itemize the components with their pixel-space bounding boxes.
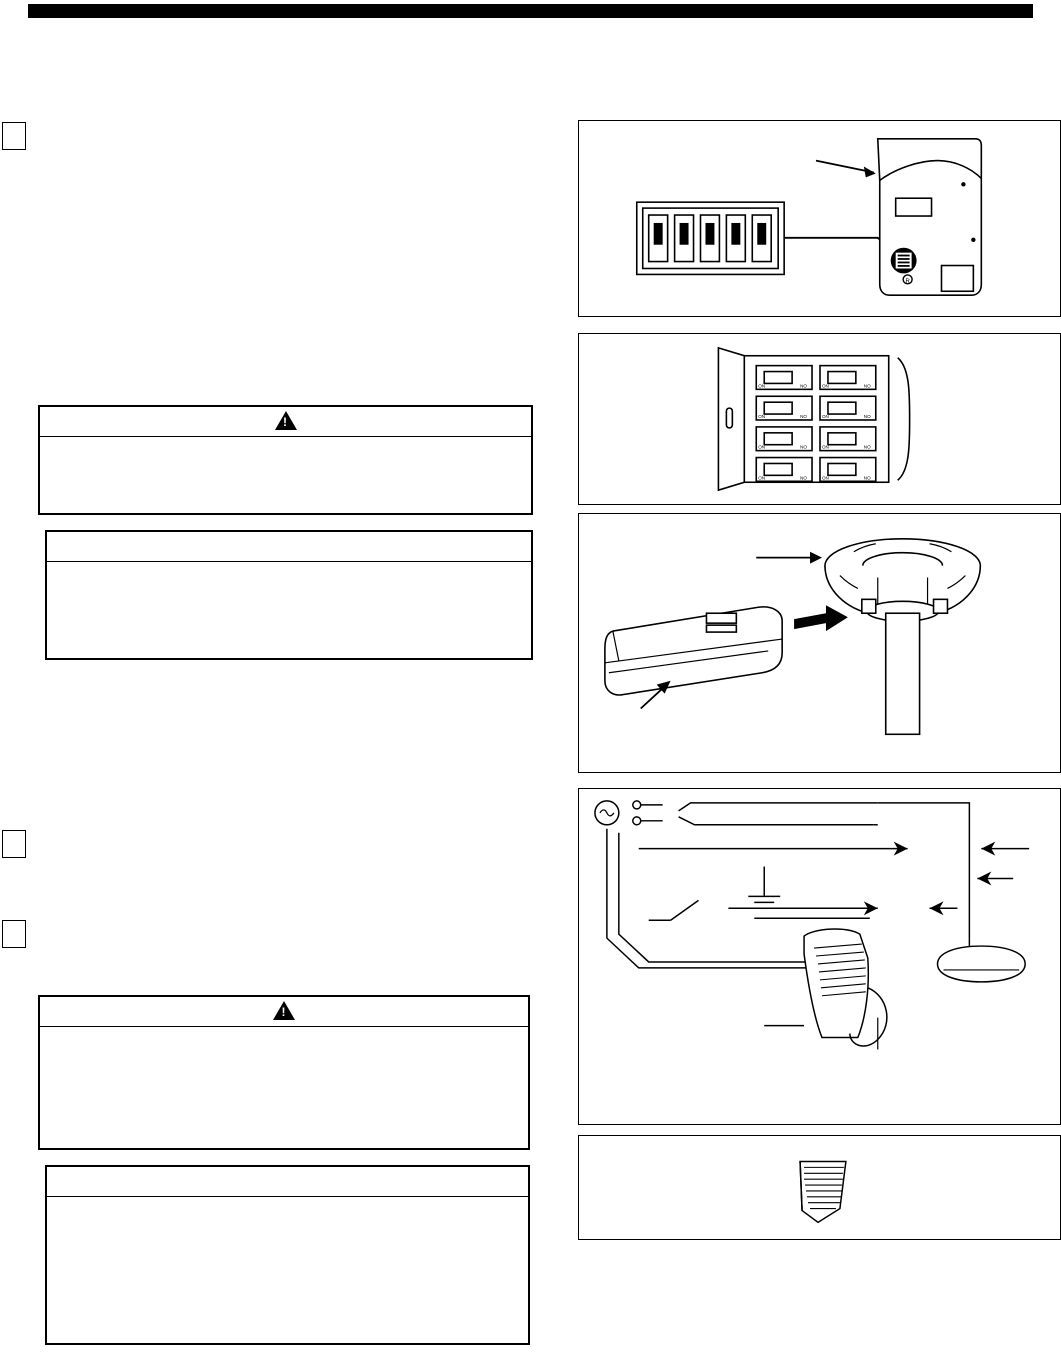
open-breaker-box-drawing	[579, 334, 1060, 504]
notice-box-2-header	[47, 1167, 528, 1197]
open-breaker-box-figure	[578, 333, 1061, 505]
breaker-switch-panel-figure	[578, 120, 1061, 317]
svg-text:R: R	[905, 278, 910, 285]
notice-box-2-body	[47, 1197, 528, 1209]
svg-text:NO: NO	[863, 383, 871, 389]
warning-box-2-body	[40, 1027, 528, 1039]
notice-box-2	[45, 1165, 530, 1345]
warning-triangle-icon-2: !	[273, 1001, 295, 1020]
header-rule-bar	[28, 4, 1033, 18]
notice-box-1-body	[47, 562, 531, 574]
svg-text:NO: NO	[863, 414, 871, 420]
wiring-diagram-drawing	[579, 789, 1060, 1124]
notice-box-1-header	[47, 532, 531, 562]
svg-text:NO: NO	[800, 383, 807, 389]
svg-text:NO: NO	[800, 444, 807, 450]
step-marker-2	[2, 830, 26, 858]
svg-text:ON: ON	[758, 475, 766, 481]
warning-box-1-header	[40, 407, 531, 437]
step-marker-3	[2, 920, 26, 948]
svg-text:NO: NO	[863, 444, 871, 450]
svg-text:NO: NO	[800, 475, 807, 481]
svg-text:ON: ON	[821, 444, 829, 450]
svg-text:ON: ON	[821, 414, 829, 420]
svg-text:ON: ON	[821, 475, 829, 481]
breaker-switch-panel-drawing	[579, 121, 1060, 316]
warning-box-1	[38, 405, 533, 515]
step-marker-1	[2, 122, 26, 150]
wiring-diagram-figure	[578, 788, 1061, 1125]
warning-box-2-header	[40, 997, 528, 1027]
wire-nut-drawing	[579, 1136, 1060, 1239]
warning-triangle-icon: !	[275, 411, 297, 430]
notice-box-1	[45, 530, 533, 660]
svg-text:NO: NO	[863, 475, 871, 481]
receiver-canopy-drawing	[579, 514, 1060, 772]
warning-box-2	[38, 995, 530, 1150]
svg-text:NO: NO	[800, 414, 807, 420]
svg-text:ON: ON	[758, 383, 766, 389]
svg-text:ON: ON	[821, 383, 829, 389]
warning-box-1-body	[40, 437, 531, 449]
left-text-column	[0, 30, 560, 1350]
svg-text:ON: ON	[758, 414, 766, 420]
svg-text:ON: ON	[758, 444, 766, 450]
receiver-and-canopy-figure	[578, 513, 1061, 773]
wire-nut-connector-figure	[578, 1135, 1061, 1240]
